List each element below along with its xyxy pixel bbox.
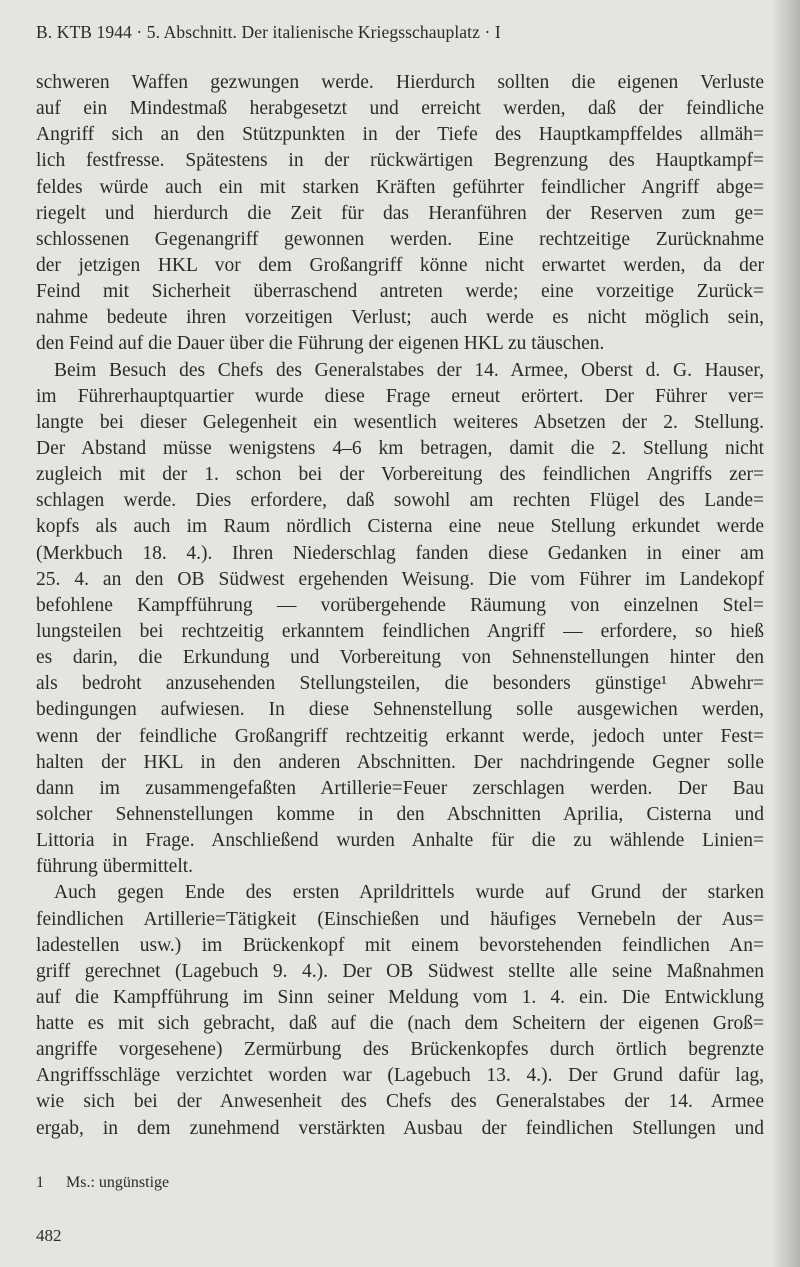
text-line: riegelt und hierdurch die Zeit für das Heranführen der Reserven zum ge=	[36, 202, 764, 224]
text-line: führung übermittelt.	[36, 856, 194, 878]
text-line: bedingungen aufwiesen. In diese Sehnenstellung solle ausgewichen werden,	[36, 699, 764, 721]
running-header: B. KTB 1944 · 5. Abschnitt. Der italienische Kriegsschauplatz · I	[36, 22, 501, 42]
text-line: der jetzigen HKL vor dem Großangriff könne nicht erwartet werden, da der	[36, 254, 764, 276]
text-line: feldes würde auch ein mit starken Kräften geführter feindlicher Angriff abge=	[36, 176, 764, 198]
text-line: es darin, die Erkundung und Vorbereitung von Sehnenstellungen hinter den	[36, 647, 764, 669]
text-line: befohlene Kampfführung — vorübergehende Räumung von einzelnen Stel=	[36, 594, 764, 616]
text-line: als bedroht anzusehenden Stellungsteilen, die besonders günstige¹ Abwehr=	[36, 673, 764, 695]
text-line: Angriffsschläge verzichtet worden war (Lagebuch 13. 4.). Der Grund dafür lag,	[36, 1065, 764, 1087]
text-line: schlossenen Gegenangriff gewonnen werden. Eine rechtzeitige Zurücknahme	[36, 228, 764, 250]
text-line: Beim Besuch des Chefs des Generalstabes der 14. Armee, Oberst d. G. Hauser,	[54, 359, 764, 381]
text-line: Auch gegen Ende des ersten Aprildrittels wurde auf Grund der starken	[54, 882, 764, 904]
text-line: Littoria in Frage. Anschließend wurden Anhalte für die zu wählende Linien=	[36, 830, 764, 852]
footnote	[36, 1174, 169, 1192]
text-line: ergab, in dem zunehmend verstärkten Ausbau der feindlichen Stellungen und	[36, 1117, 764, 1139]
text-line: nahme bedeute ihren vorzeitigen Verlust; auch werde es nicht möglich sein,	[36, 307, 764, 329]
text-line: solcher Sehnenstellungen komme in den Abschnitten Aprilia, Cisterna und	[36, 803, 764, 825]
text-line: wenn der feindliche Großangriff rechtzeitig erkannt werde, jedoch unter Fest=	[36, 725, 764, 747]
text-line: im Führerhauptquartier wurde diese Frage erneut erörtert. Der Führer ver=	[36, 385, 764, 407]
text-line: 25. 4. an den OB Südwest ergehenden Weisung. Die vom Führer im Landekopf	[36, 568, 764, 590]
body-text	[36, 70, 764, 1142]
text-line: schlagen werde. Dies erfordere, daß sowohl am rechten Flügel des Lande=	[36, 490, 764, 512]
text-line: Der Abstand müsse wenigstens 4–6 km betragen, damit die 2. Stellung nicht	[36, 437, 764, 459]
footnote-text: Ms.: ungünstige	[66, 1174, 170, 1191]
text-line: auf ein Mindestmaß herabgesetzt und erreicht werden, daß der feindliche	[36, 98, 764, 120]
text-line: lungsteilen bei rechtzeitig erkanntem feindlichen Angriff — erfordere, so hieß	[36, 620, 764, 642]
text-line: Feind mit Sicherheit überraschend antreten werde; eine vorzeitige Zurück=	[36, 281, 764, 303]
text-line: halten der HKL in den anderen Abschnitten. Der nachdringende Gegner solle	[36, 751, 764, 773]
text-line: ladestellen usw.) im Brückenkopf mit einem bevorstehenden feindlichen An=	[36, 934, 764, 956]
text-line: kopfs als auch im Raum nördlich Cisterna eine neue Stellung erkundet werde	[36, 516, 764, 538]
text-line: zugleich mit der 1. schon bei der Vorbereitung des feindlichen Angriffs zer=	[36, 464, 764, 486]
text-line: wie sich bei der Anwesenheit des Chefs des Generalstabes der 14. Armee	[36, 1091, 764, 1113]
footnote-number: 1	[36, 1174, 44, 1191]
page-number: 482	[36, 1226, 62, 1245]
text-line: dann im zusammengefaßten Artillerie=Feuer zerschlagen werden. Der Bau	[36, 777, 764, 799]
text-line: Angriff sich an den Stützpunkten in der Tiefe des Hauptkampffeldes allmäh=	[36, 124, 764, 146]
page-edge-shadow	[772, 0, 800, 1267]
text-line: hatte es mit sich gebracht, daß auf die (nach dem Scheitern der eigenen Groß=	[36, 1013, 764, 1035]
text-line: auf die Kampfführung im Sinn seiner Meldung vom 1. 4. ein. Die Entwicklung	[36, 986, 764, 1008]
text-line: angriffe vorgesehene) Zermürbung des Brückenkopfes durch örtlich begrenzte	[36, 1039, 764, 1061]
text-line: griff gerechnet (Lagebuch 9. 4.). Der OB Südwest stellte alle seine Maßnahmen	[36, 960, 764, 982]
text-line: schweren Waffen gezwungen werde. Hierdurch sollten die eigenen Verluste	[36, 72, 764, 93]
text-line: (Merkbuch 18. 4.). Ihren Niederschlag fanden diese Gedanken in einer am	[36, 542, 764, 564]
text-line: lich festfresse. Spätestens in der rückwärtigen Begrenzung des Hauptkampf=	[36, 150, 764, 172]
text-line: feindlichen Artillerie=Tätigkeit (Einschießen und häufiges Vernebeln der Aus=	[36, 908, 764, 930]
text-line: langte bei dieser Gelegenheit ein wesentlich weiteres Absetzen der 2. Stellung.	[36, 411, 764, 433]
text-line: den Feind auf die Dauer über die Führung der eigenen HKL zu täuschen.	[36, 333, 605, 355]
